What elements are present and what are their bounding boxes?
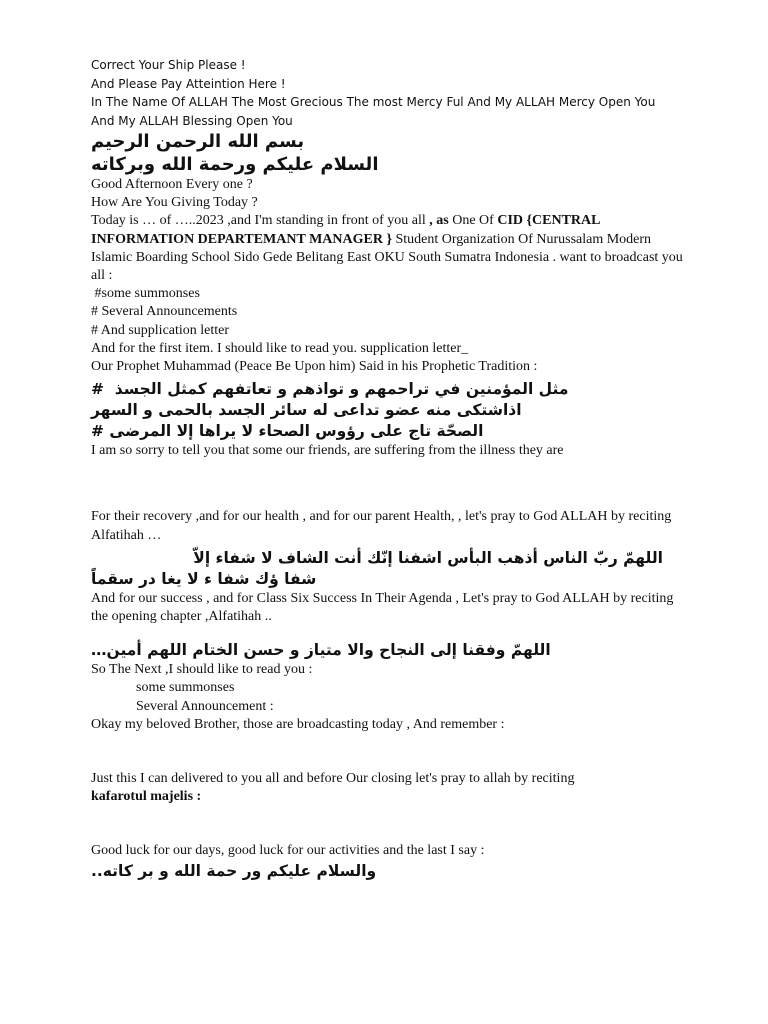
first-item-line: And for the first item. I should like to read you. supplication letter_ [91,340,469,356]
hadith-text-1: مثل المؤمنين في تراحمهم و تواذهم و تعاتفهم كمثل الجسذ [114,380,569,399]
intro-part-3: One Of [448,213,498,229]
final-salam: والسلام عليكم ور حمة الله و بر كاته.. [91,861,377,880]
header-line-2: And Please Pay Atteintion Here ! [91,76,286,91]
intro-paragraph [91,212,691,285]
header-line-4: And My ALLAH Blessing Open You [91,113,293,128]
blank-space [91,460,691,508]
next-intro: So The Next ,I should like to read you : [91,662,313,678]
closing-line: Just this I can delivered to you all and before Our closing let's pray to allah by reciting [91,771,575,787]
basmalah: بسم الله الرحمن الرحيم [91,131,305,152]
hadith-text-3: الصحّة تاج على رؤوس الصحاء لا يراها إلا المرضى [109,422,484,441]
blank-space [91,806,691,842]
success-prayer: اللهمّ وفقنا إلى النجاح والا متياز و حسن الختام اللهم أمين… [91,641,551,660]
success-paragraph: And for our success , and for Class Six Success In Their Agenda , Let's pray to God ALLAH by reciting the opening chapter ,Alfatihah .. [91,590,674,625]
sorry-line: I am so sorry to tell you that some our friends, are suffering from the illness they are [91,443,564,459]
header-line-3: In The Name Of ALLAH The Most Grecious The most Mercy Ful And My ALLAH Mercy Open You [91,95,656,109]
healing-prayer-line-2: شفا ؤك شفا ء لا يغا در سقماً [91,569,317,588]
header-line-1: Correct Your Ship Please ! [91,58,246,72]
kafarotul-majelis: kafarotul majelis : [91,789,202,805]
next-item: Several Announcement : [136,698,274,714]
hadith-hash-mark: # [91,380,104,399]
hadith-line-3 [91,421,691,442]
document-page [91,56,691,882]
blank-space [91,734,691,770]
greeting-line-1: Good Afternoon Every one ? [91,177,253,192]
hadith-line-2: اذاشتكى منه عضو تداعى له سائر الجسد بالحمى و السهر [91,401,522,420]
blank-space [91,626,691,640]
intro-part-4: Student Organization Of Nurussalam Modern Islamic Boarding School Sido Gede Belitang East OKU South Sumatra Indonesia . want to broadcast you all : [91,231,683,284]
agenda-item: # Several Announcements [91,304,238,320]
intro-part-1: Today is … of …..2023 ,and I'm standing in front of you all [91,213,430,229]
intro-part-2: , as [429,213,449,229]
hadith-line-1 [91,379,691,400]
prophet-intro-line: Our Prophet Muhammad (Peace Be Upon him) Said in his Prophetic Tradition : [91,359,538,375]
agenda-item: #some summonses [91,286,200,302]
cid-title: CID {CENTRAL INFORMATION DEPARTEMANT MANAGER } [91,213,600,247]
good-luck-line: Good luck for our days, good luck for our activities and the last I say : [91,843,485,859]
greeting-line-2: How Are You Giving Today ? [91,195,258,211]
agenda-item: # And supplication letter [91,322,230,338]
next-item: some summonses [136,680,235,696]
recovery-paragraph: For their recovery ,and for our health , and for our parent Health, , let's pray to God ALLAH by reciting Alfatihah … [91,509,672,543]
hadith-hash-mark: # [91,422,104,441]
healing-prayer-line-1: اللهمّ ربّ الناس أذهب البأس اشفنا إنّك أنت الشاف لا شفاء إلاّ [193,548,663,567]
salam-greeting: السلام عليكم ورحمة الله وبركاته [91,154,379,175]
remember-line: Okay my beloved Brother, those are broadcasting today , And remember : [91,716,505,732]
